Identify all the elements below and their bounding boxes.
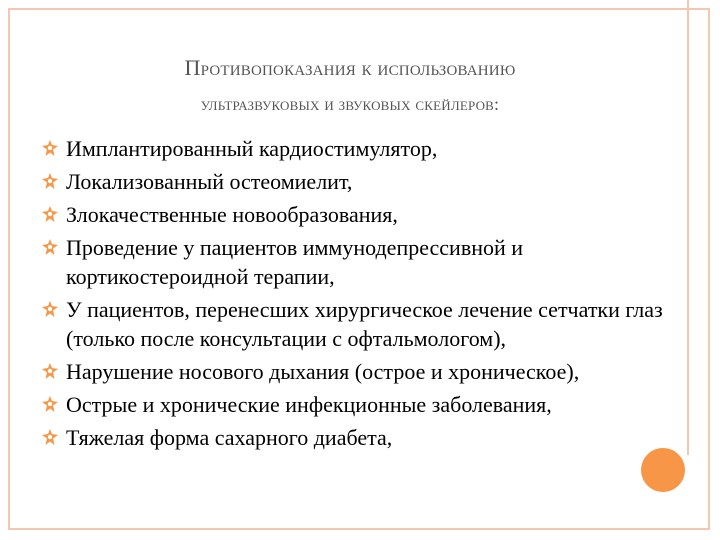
list-item <box>42 423 692 452</box>
bullet-icon <box>42 173 58 189</box>
list-item-text: Проведение у пациентов иммунодепрессивной и кортикостероидной терапии, <box>66 235 524 289</box>
bullet-icon <box>42 140 58 156</box>
list-item-text: Имплантированный кардиостимулятор, <box>66 136 438 161</box>
title-line-2: ультразвуковых и звуковых скейлеров: <box>200 94 500 114</box>
bullet-icon <box>42 396 58 412</box>
bullet-icon <box>42 301 58 317</box>
list-item <box>42 167 692 196</box>
bullet-icon <box>42 239 58 255</box>
list-item <box>42 200 692 229</box>
bullet-icon <box>42 206 58 222</box>
list-item <box>42 233 692 291</box>
decorative-orange-circle <box>641 448 685 492</box>
list-item <box>42 295 692 353</box>
list-item <box>42 134 692 163</box>
bullet-list <box>42 134 692 456</box>
slide-title <box>60 50 640 122</box>
list-item-text: У пациентов, перенесших хирургическое лечение сетчатки глаз (только после консультации с офтальмологом), <box>66 297 663 351</box>
list-item-text: Злокачественные новообразования, <box>66 202 398 227</box>
list-item-text: Локализованный остеомиелит, <box>66 169 353 194</box>
list-item <box>42 390 692 419</box>
bullet-icon <box>42 363 58 379</box>
list-item-text: Тяжелая форма сахарного диабета, <box>66 425 393 450</box>
bullet-icon <box>42 429 58 445</box>
title-line-1: Противопоказания к использованию <box>184 55 516 80</box>
list-item-text: Острые и хронические инфекционные заболевания, <box>66 392 552 417</box>
list-item-text: Нарушение носового дыхания (острое и хроническое), <box>66 359 580 384</box>
list-item <box>42 357 692 386</box>
